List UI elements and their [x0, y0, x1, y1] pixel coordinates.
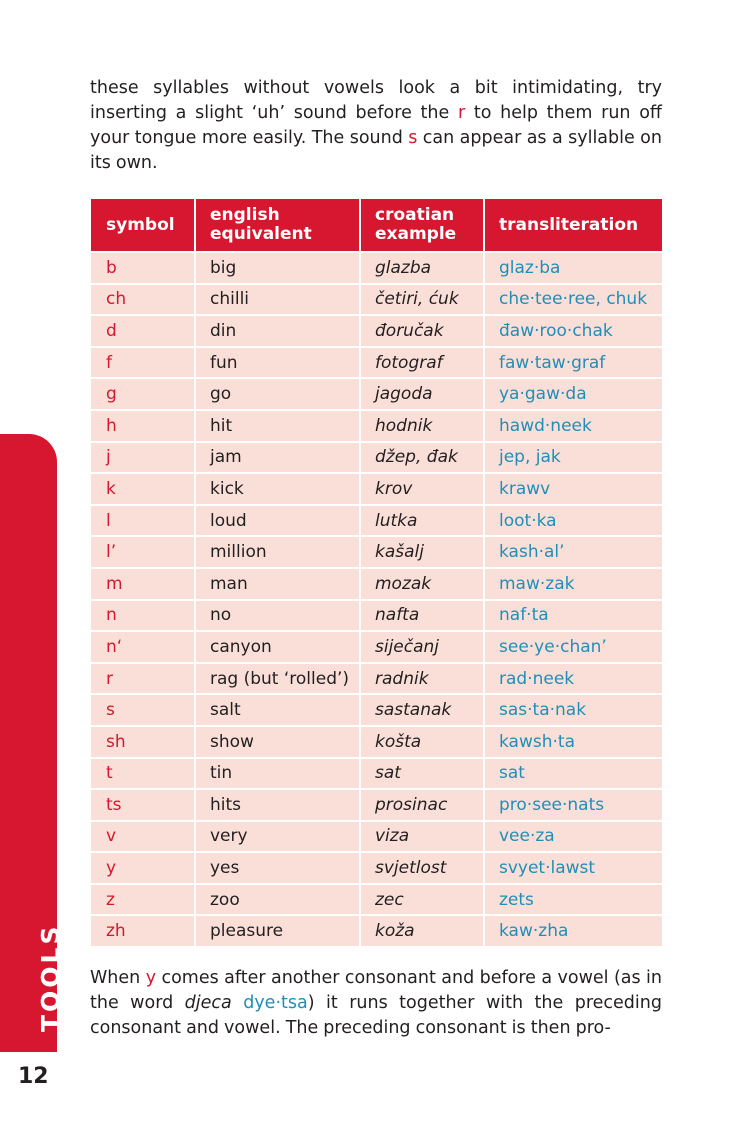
- cell-english: kick: [195, 473, 360, 505]
- intro-paragraph: [90, 76, 662, 176]
- cell-transliteration: vee·za: [484, 821, 662, 853]
- intro-s-sound: s: [408, 128, 418, 148]
- cell-english: canyon: [195, 631, 360, 663]
- table-row: [91, 252, 662, 284]
- cell-symbol: r: [91, 663, 195, 695]
- cell-english: salt: [195, 694, 360, 726]
- cell-croatian: krov: [360, 473, 484, 505]
- cell-symbol: t: [91, 758, 195, 790]
- cell-transliteration: maw·zak: [484, 568, 662, 600]
- cell-english: loud: [195, 505, 360, 537]
- outro-space: [232, 993, 243, 1013]
- table-row: [91, 789, 662, 821]
- cell-english: tin: [195, 758, 360, 790]
- intro-text-3: can appear as a syllable on its own.: [90, 128, 662, 173]
- table-body: [91, 252, 662, 946]
- cell-symbol: y: [91, 852, 195, 884]
- cell-transliteration: kaw·zha: [484, 915, 662, 946]
- cell-croatian: košta: [360, 726, 484, 758]
- cell-croatian: sastanak: [360, 694, 484, 726]
- cell-croatian: džep, đak: [360, 442, 484, 474]
- cell-croatian: zec: [360, 884, 484, 916]
- cell-english: million: [195, 536, 360, 568]
- table-row: [91, 915, 662, 946]
- table-row: [91, 821, 662, 853]
- cell-symbol: l: [91, 505, 195, 537]
- cell-symbol: l’: [91, 536, 195, 568]
- table-row: [91, 284, 662, 316]
- outro-paragraph: [90, 966, 662, 1041]
- outro-text-2: comes after another consonant and before a vowel (as in the word: [90, 968, 662, 1013]
- cell-transliteration: che·tee·ree, chuk: [484, 284, 662, 316]
- intro-text-1: these syllables without vowels look a bit intimidating, try inserting a slight ‘uh’ sound before the: [90, 78, 662, 123]
- table-row: [91, 410, 662, 442]
- cell-transliteration: faw·taw·graf: [484, 347, 662, 379]
- cell-transliteration: zets: [484, 884, 662, 916]
- cell-croatian: radnik: [360, 663, 484, 695]
- header-symbol: symbol: [91, 199, 195, 252]
- cell-english: no: [195, 600, 360, 632]
- outro-example-word: djeca: [184, 993, 232, 1013]
- cell-croatian: koža: [360, 915, 484, 946]
- table-row: [91, 568, 662, 600]
- cell-english: go: [195, 378, 360, 410]
- cell-transliteration: glaz·ba: [484, 252, 662, 284]
- table-row: [91, 315, 662, 347]
- cell-symbol: g: [91, 378, 195, 410]
- cell-transliteration: đaw·roo·chak: [484, 315, 662, 347]
- cell-symbol: ts: [91, 789, 195, 821]
- table-row: [91, 884, 662, 916]
- table-row: [91, 694, 662, 726]
- header-transliteration: transliteration: [484, 199, 662, 252]
- cell-symbol: m: [91, 568, 195, 600]
- intro-text-2: to help them run off your tongue more easily. The sound: [90, 103, 662, 148]
- cell-transliteration: krawv: [484, 473, 662, 505]
- table-row: [91, 631, 662, 663]
- cell-english: chilli: [195, 284, 360, 316]
- table-row: [91, 726, 662, 758]
- cell-transliteration: kash·al’: [484, 536, 662, 568]
- table-row: [91, 758, 662, 790]
- cell-english: yes: [195, 852, 360, 884]
- cell-english: very: [195, 821, 360, 853]
- cell-transliteration: naf·ta: [484, 600, 662, 632]
- cell-symbol: zh: [91, 915, 195, 946]
- cell-symbol: sh: [91, 726, 195, 758]
- cell-croatian: jagoda: [360, 378, 484, 410]
- outro-text-1: When: [90, 968, 146, 988]
- table-row: [91, 536, 662, 568]
- cell-croatian: fotograf: [360, 347, 484, 379]
- cell-transliteration: jep, jak: [484, 442, 662, 474]
- cell-english: show: [195, 726, 360, 758]
- cell-symbol: j: [91, 442, 195, 474]
- table-row: [91, 852, 662, 884]
- cell-transliteration: loot·ka: [484, 505, 662, 537]
- cell-symbol: s: [91, 694, 195, 726]
- cell-symbol: h: [91, 410, 195, 442]
- cell-transliteration: ya·gaw·da: [484, 378, 662, 410]
- cell-symbol: k: [91, 473, 195, 505]
- outro-y-sound: y: [145, 968, 157, 988]
- table-row: [91, 663, 662, 695]
- cell-english: din: [195, 315, 360, 347]
- cell-symbol: z: [91, 884, 195, 916]
- cell-transliteration: kawsh·ta: [484, 726, 662, 758]
- cell-croatian: prosinac: [360, 789, 484, 821]
- outro-text-3: ) it runs together with the preceding consonant and vowel. The preceding consonant is then pro-: [90, 993, 662, 1038]
- cell-symbol: n‘: [91, 631, 195, 663]
- cell-transliteration: rad·neek: [484, 663, 662, 695]
- cell-english: rag (but ‘rolled’): [195, 663, 360, 695]
- header-row: [91, 199, 662, 252]
- table-row: [91, 378, 662, 410]
- cell-transliteration: sas·ta·nak: [484, 694, 662, 726]
- cell-english: zoo: [195, 884, 360, 916]
- cell-croatian: hodnik: [360, 410, 484, 442]
- cell-transliteration: hawd·neek: [484, 410, 662, 442]
- header-english: english equivalent: [195, 199, 360, 252]
- cell-symbol: d: [91, 315, 195, 347]
- cell-croatian: lutka: [360, 505, 484, 537]
- cell-croatian: četiri, ćuk: [360, 284, 484, 316]
- cell-croatian: nafta: [360, 600, 484, 632]
- page-number: 12: [18, 1064, 49, 1089]
- section-side-label: TOOLS: [36, 923, 65, 1032]
- cell-croatian: đoručak: [360, 315, 484, 347]
- table-row: [91, 505, 662, 537]
- cell-english: fun: [195, 347, 360, 379]
- cell-transliteration: pro·see·nats: [484, 789, 662, 821]
- cell-croatian: siječanj: [360, 631, 484, 663]
- cell-transliteration: see·ye·chan’: [484, 631, 662, 663]
- cell-english: man: [195, 568, 360, 600]
- cell-english: big: [195, 252, 360, 284]
- cell-symbol: ch: [91, 284, 195, 316]
- cell-croatian: viza: [360, 821, 484, 853]
- table-row: [91, 442, 662, 474]
- cell-symbol: b: [91, 252, 195, 284]
- intro-r-sound: r: [457, 103, 466, 123]
- table-row: [91, 600, 662, 632]
- cell-transliteration: sat: [484, 758, 662, 790]
- table-row: [91, 347, 662, 379]
- cell-croatian: kašalj: [360, 536, 484, 568]
- table-row: [91, 473, 662, 505]
- header-croatian: croatian example: [360, 199, 484, 252]
- cell-english: hits: [195, 789, 360, 821]
- cell-symbol: n: [91, 600, 195, 632]
- cell-croatian: glazba: [360, 252, 484, 284]
- cell-english: hit: [195, 410, 360, 442]
- table-header: [91, 199, 662, 252]
- cell-croatian: sat: [360, 758, 484, 790]
- cell-symbol: f: [91, 347, 195, 379]
- cell-transliteration: svyet·lawst: [484, 852, 662, 884]
- cell-symbol: v: [91, 821, 195, 853]
- outro-example-translit: dye·tsa: [243, 993, 308, 1013]
- cell-english: pleasure: [195, 915, 360, 946]
- cell-english: jam: [195, 442, 360, 474]
- cell-croatian: svjetlost: [360, 852, 484, 884]
- consonant-table: [91, 199, 662, 946]
- cell-croatian: mozak: [360, 568, 484, 600]
